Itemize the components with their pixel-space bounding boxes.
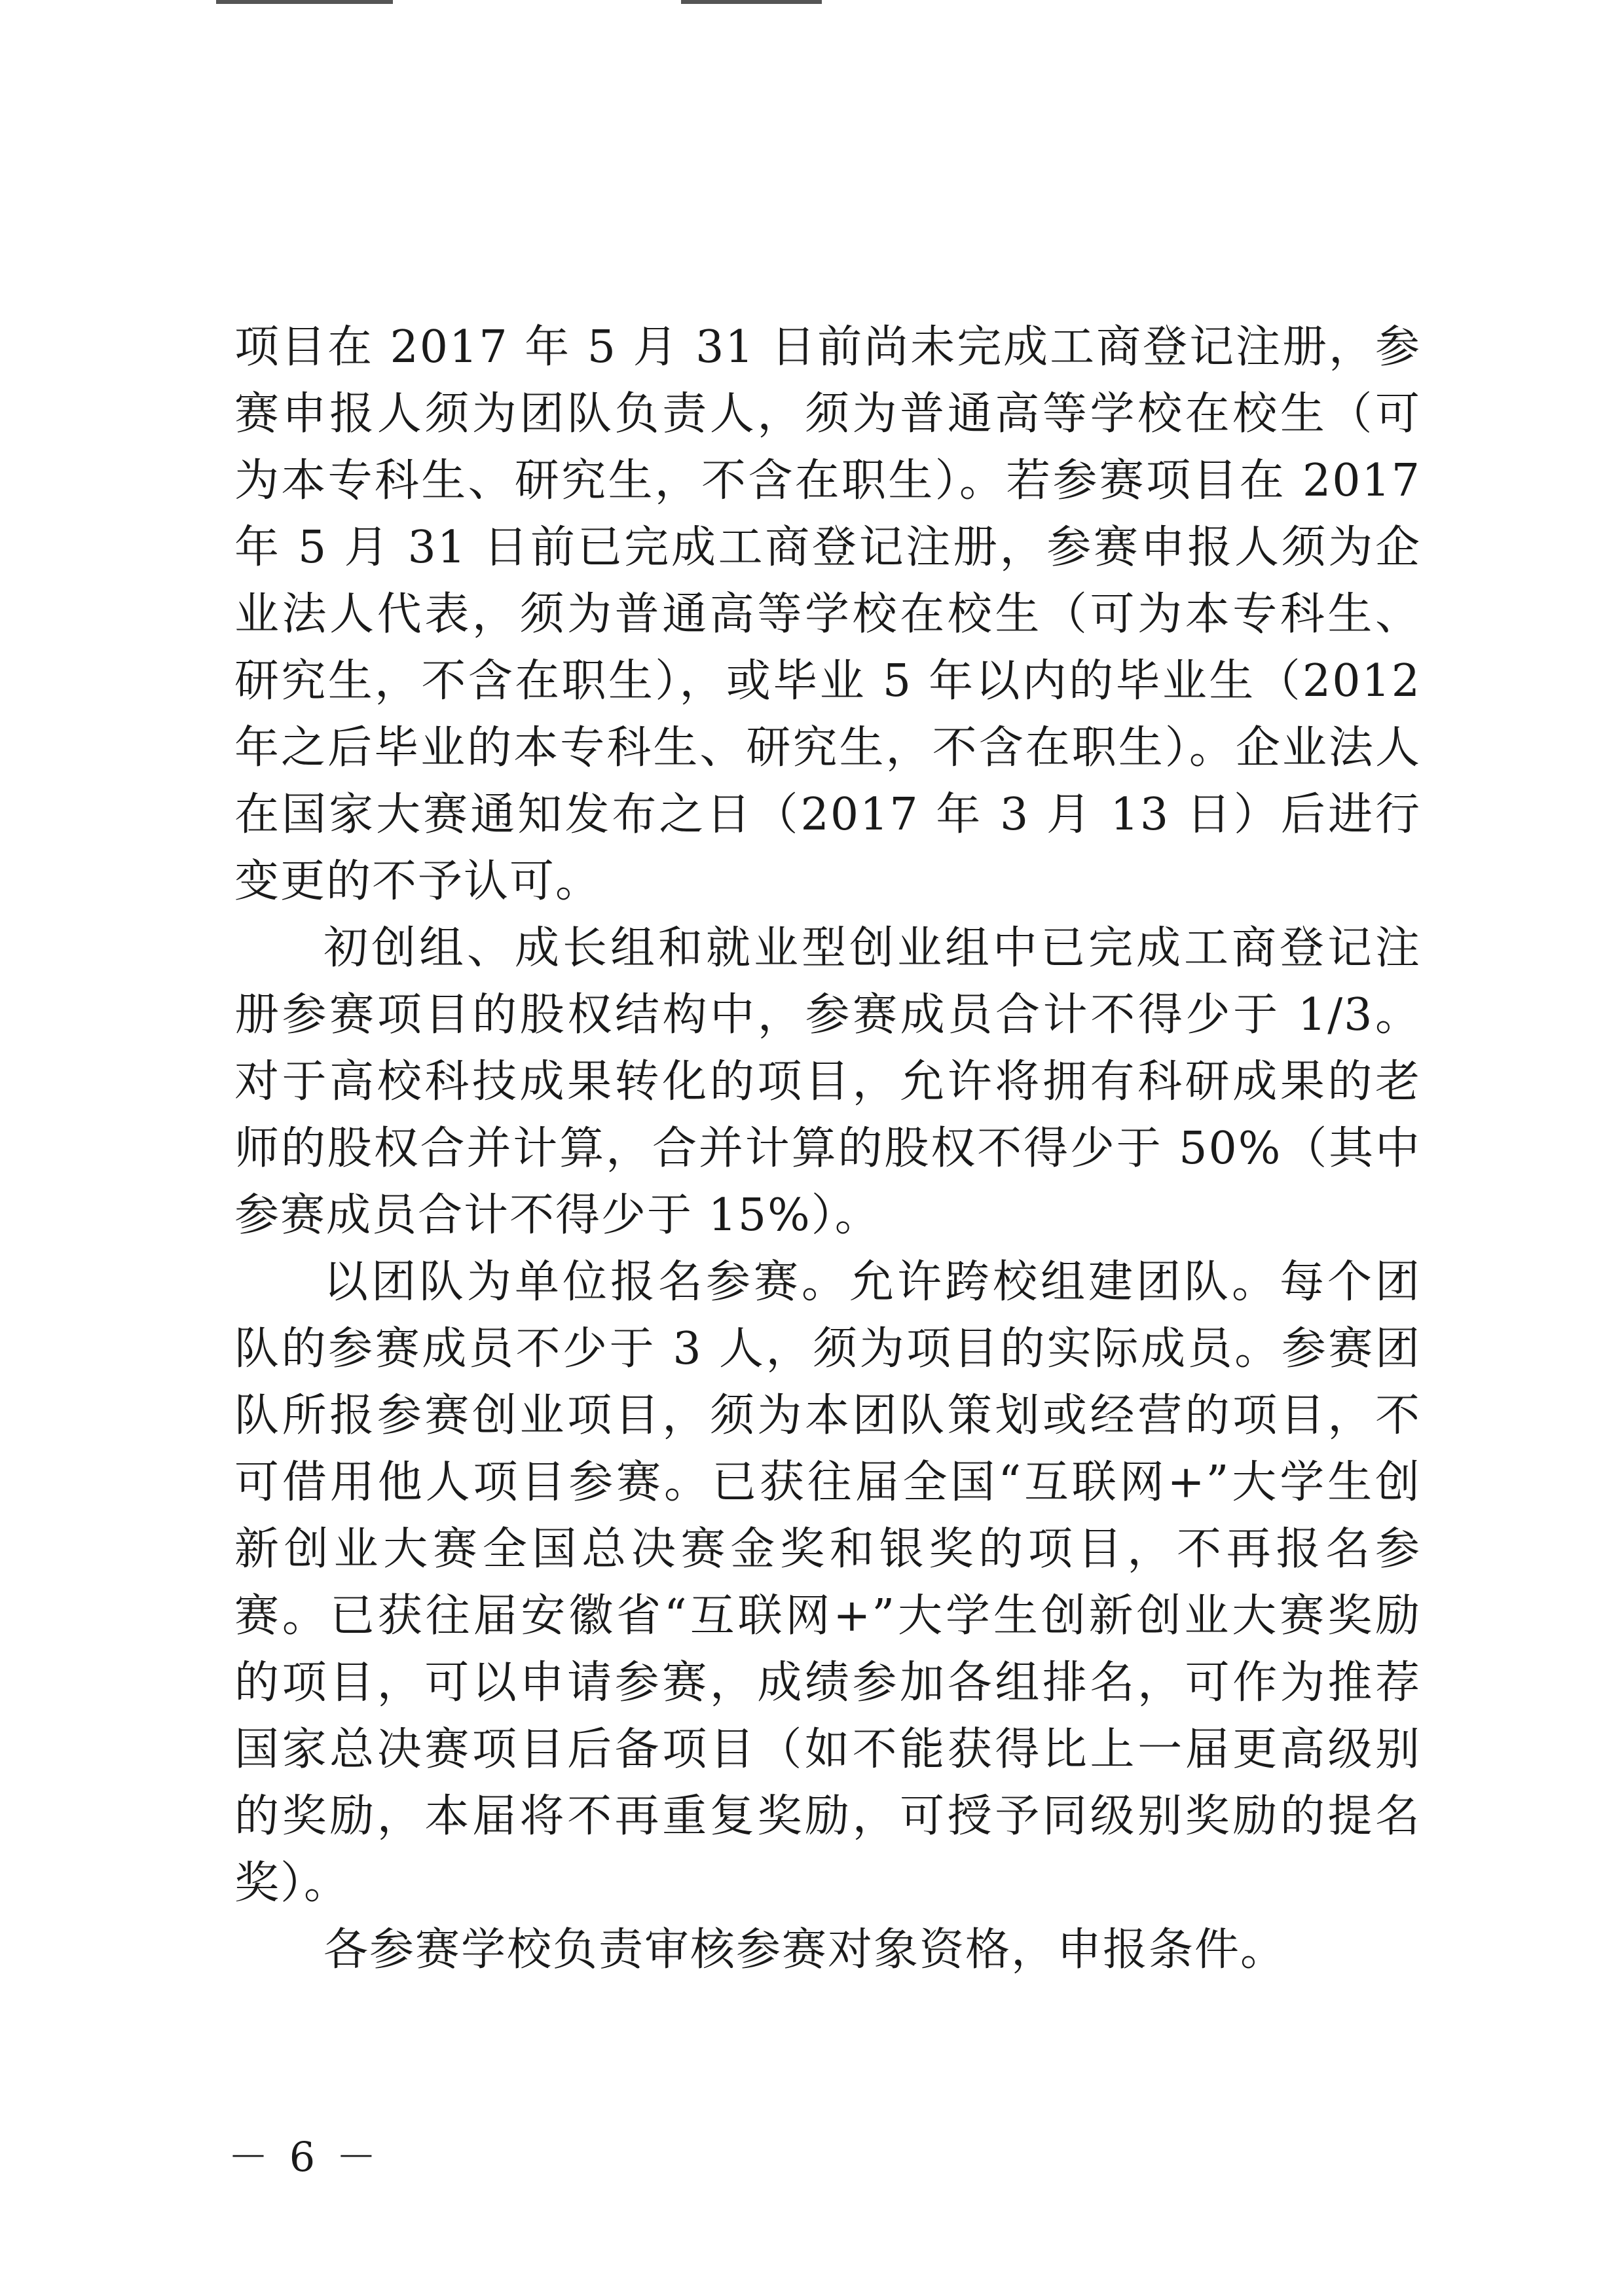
paragraph-school-review: 各参赛学校负责审核参赛对象资格，申报条件。: [323, 1924, 1287, 1976]
page-number: － 6 －: [228, 2133, 380, 2181]
top-edge-mark: [681, 0, 822, 4]
document-body: [234, 314, 1421, 1984]
paragraph-eligibility-continued: 项目在 2017 年 5 月 31 日前尚未完成工商登记注册，参赛申报人须为团队负责人，须为普通高等学校在校生（可为本专科生、研究生，不含在职生）。若参赛项目在 2017 年 5 月 31 日前已完成工商登记注册，参赛申报人须为企业法人代表，须为普通高等学校在校生（可为本专科生、研究生，不含在职生），或毕业 5 年以内的毕业生（2012 年之后毕业的本专科生、研究生，不含在职生）。企业法人在国家大赛通知发布之日（2017 年 3 月 13 日）后进行变更的不予认可。: [234, 321, 1421, 907]
top-edge-mark: [216, 0, 393, 4]
paragraph-equity-structure: 初创组、成长组和就业型创业组中已完成工商登记注册参赛项目的股权结构中，参赛成员合计不得少于 1/3。对于高校科技成果转化的项目，允许将拥有科研成果的老师的股权合并计算，合并计算的股权不得少于 50%（其中参赛成员合计不得少于 15%）。: [234, 922, 1421, 1241]
paragraph-team-registration: 以团队为单位报名参赛。允许跨校组建团队。每个团队的参赛成员不少于 3 人，须为项目的实际成员。参赛团队所报参赛创业项目，须为本团队策划或经营的项目，不可借用他人项目参赛。已获往届全国“互联网+”大学生创新创业大赛全国总决赛金奖和银奖的项目，不再报名参赛。已获往届安徽省“互联网+”大学生创新创业大赛奖励的项目，可以申请参赛，成绩参加各组排名，可作为推荐国家总决赛项目后备项目（如不能获得比上一届更高级别的奖励，本届将不再重复奖励，可授予同级别奖励的提名奖）。: [234, 1256, 1421, 1909]
